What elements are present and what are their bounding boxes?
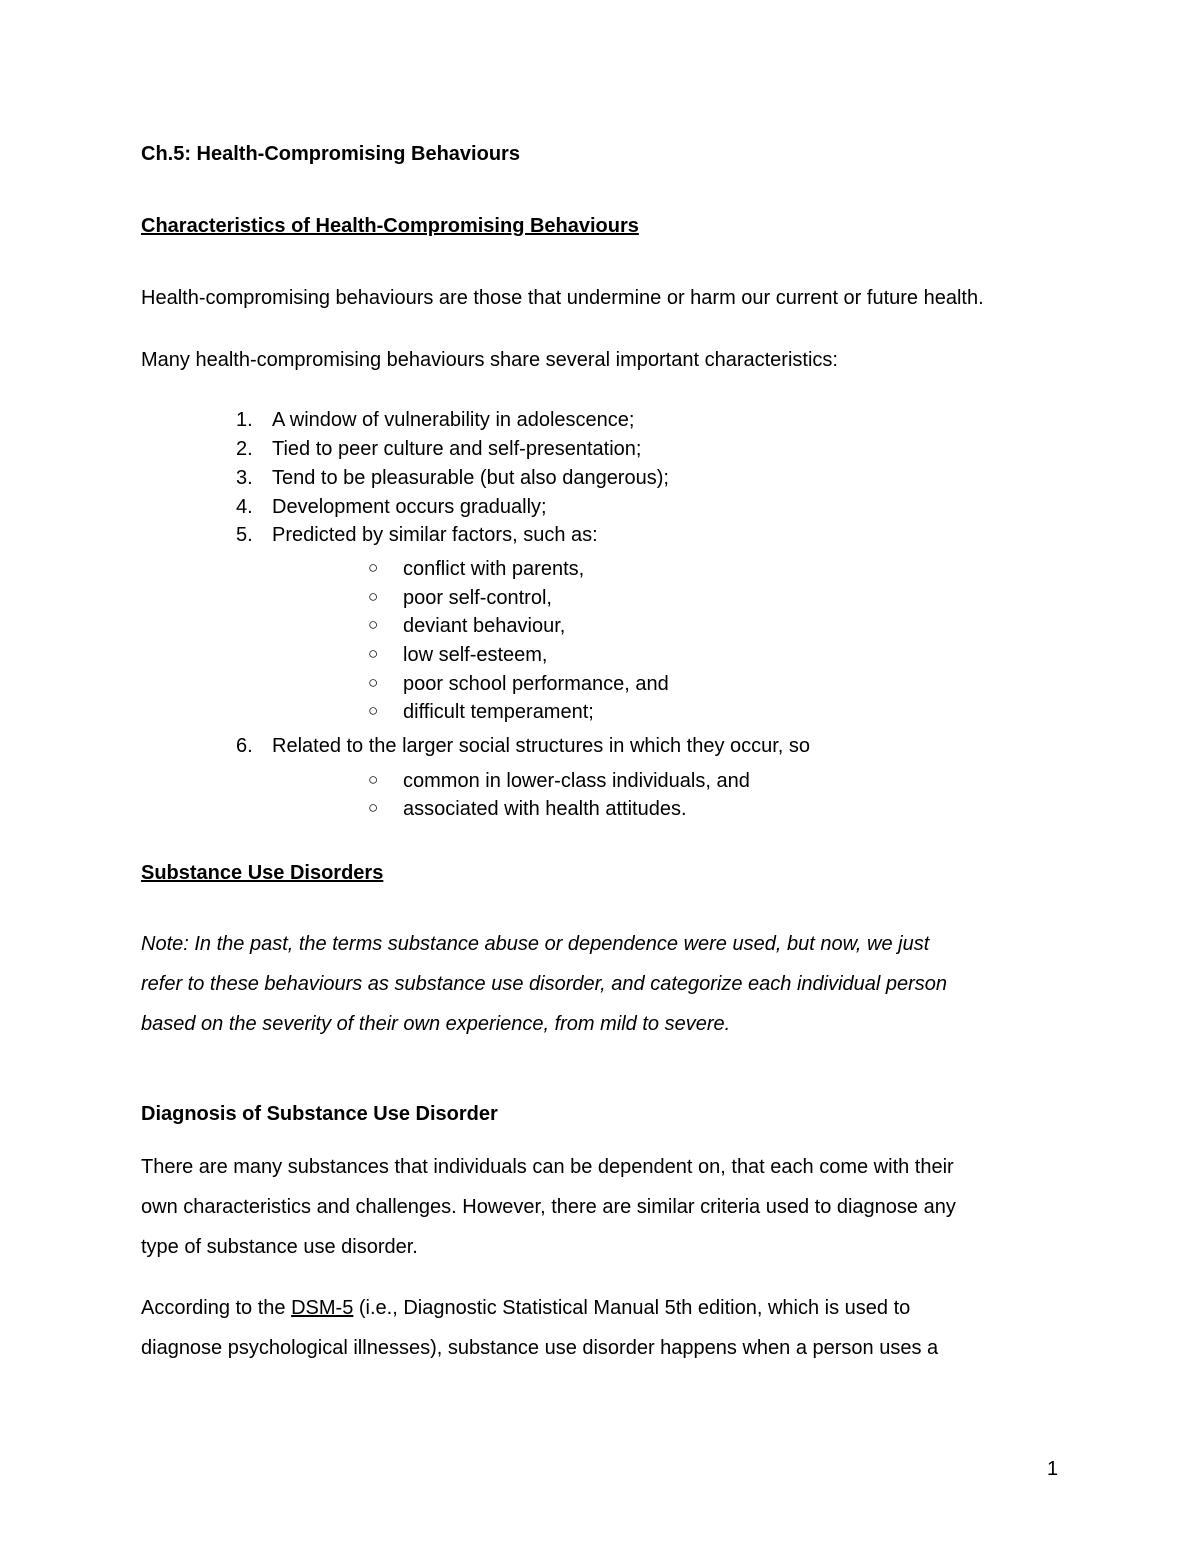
dsm-prefix: According to the <box>141 1297 292 1319</box>
dsm-5-link[interactable]: DSM-5 <box>291 1297 354 1319</box>
circle-bullet-icon: ○ <box>368 558 379 577</box>
definition-paragraph: Health-compromising behaviours are those that undermine or harm our current or future health. <box>141 287 984 309</box>
circle-bullet-icon: ○ <box>368 644 379 663</box>
list-item-number: 2. <box>236 438 253 460</box>
list-item-number: 5. <box>236 524 253 546</box>
circle-bullet-icon: ○ <box>368 770 379 789</box>
list-item-text: Related to the larger social structures in which they occur, so <box>272 735 811 757</box>
intro-paragraph: Many health-compromising behaviours share several important characteristics: <box>141 349 838 371</box>
sub-list-item-text: associated with health attitudes. <box>403 798 687 820</box>
dsm-suffix: (i.e., Diagnostic Statistical Manual 5th edition, which is used to <box>353 1297 911 1319</box>
list-item-number: 3. <box>236 467 253 489</box>
dsm-line: diagnose psychological illnesses), substance use disorder happens when a person uses a <box>141 1337 939 1359</box>
list-item-text: Predicted by similar factors, such as: <box>272 524 598 546</box>
circle-bullet-icon: ○ <box>368 615 379 634</box>
circle-bullet-icon: ○ <box>368 798 379 817</box>
diagnosis-line: type of substance use disorder. <box>141 1236 418 1258</box>
note-line: refer to these behaviours as substance use disorder, and categorize each individual person <box>141 973 948 995</box>
list-item-text: Tied to peer culture and self-presentation; <box>272 438 642 460</box>
sub-list-item-text: common in lower-class individuals, and <box>403 770 750 792</box>
sub-list-item-text: deviant behaviour, <box>403 615 566 637</box>
note-line: Note: In the past, the terms substance abuse or dependence were used, but now, we just <box>141 933 930 955</box>
dsm-paragraph <box>141 1288 1041 1368</box>
section-heading-diagnosis: Diagnosis of Substance Use Disorder <box>141 1103 498 1125</box>
diagnosis-paragraph <box>141 1147 1041 1267</box>
circle-bullet-icon: ○ <box>368 701 379 720</box>
list-item-text: A window of vulnerability in adolescence; <box>272 409 635 431</box>
circle-bullet-icon: ○ <box>368 587 379 606</box>
circle-bullet-icon: ○ <box>368 673 379 692</box>
chapter-title: Ch.5: Health-Compromising Behaviours <box>141 143 520 165</box>
list-item-text: Tend to be pleasurable (but also dangerous); <box>272 467 669 489</box>
diagnosis-line: There are many substances that individuals can be dependent on, that each come with their <box>141 1156 954 1178</box>
section-heading-substance-use: Substance Use Disorders <box>141 862 384 884</box>
note-line: based on the severity of their own experience, from mild to severe. <box>141 1013 731 1035</box>
list-item-number: 4. <box>236 496 253 518</box>
list-item-number: 1. <box>236 409 253 431</box>
list-item-text: Development occurs gradually; <box>272 496 547 518</box>
sub-list-item-text: low self-esteem, <box>403 644 548 666</box>
sub-list-item-text: conflict with parents, <box>403 558 585 580</box>
sub-list-item-text: poor school performance, and <box>403 673 669 695</box>
note-paragraph <box>141 924 1041 1044</box>
dsm-line <box>141 1288 1041 1328</box>
diagnosis-line: own characteristics and challenges. However, there are similar criteria used to diagnose any <box>141 1196 956 1218</box>
section-heading-characteristics: Characteristics of Health-Compromising Behaviours <box>141 215 639 237</box>
page-number: 1 <box>1047 1458 1059 1480</box>
list-item-number: 6. <box>236 735 253 757</box>
sub-list-item-text: poor self-control, <box>403 587 552 609</box>
sub-list-item-text: difficult temperament; <box>403 701 594 723</box>
